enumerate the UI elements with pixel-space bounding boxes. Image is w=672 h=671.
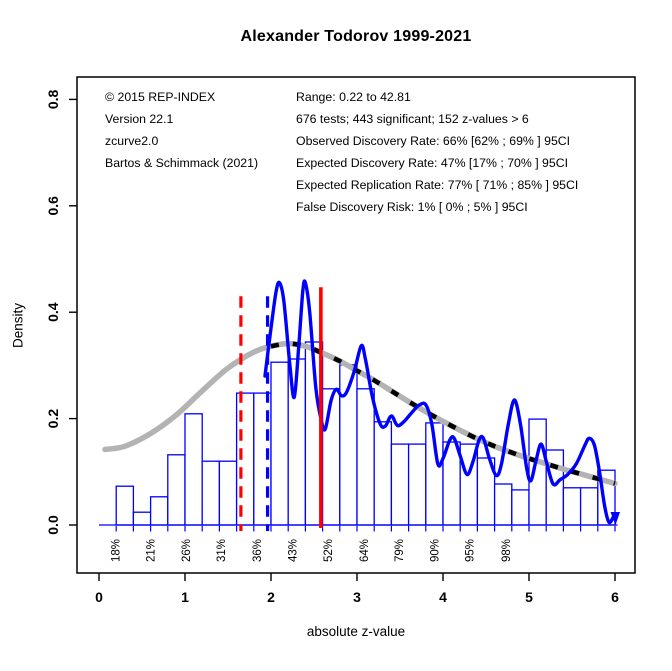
- annotation-block-left: [105, 86, 258, 174]
- power-percentage-label: 95%: [464, 538, 477, 562]
- histogram-bar: [357, 389, 374, 525]
- histogram-bar: [185, 414, 202, 525]
- annotation-left-line: Version 22.1: [105, 112, 174, 126]
- power-percentage-label: 43%: [287, 538, 300, 562]
- histogram-bar: [391, 444, 408, 525]
- page-title: Alexander Todorov 1999-2021: [240, 28, 472, 45]
- x-axis-tick-label: 5: [525, 589, 533, 605]
- x-axis-title: absolute z-value: [306, 624, 406, 639]
- annotation-right-line: Observed Discovery Rate: 66% [62% ; 69% ] 95CI: [296, 134, 571, 148]
- x-axis-tick-label: 4: [439, 589, 447, 605]
- histogram-bar: [237, 393, 254, 525]
- power-percentage-label: 79%: [394, 538, 407, 562]
- histogram-bar: [495, 484, 512, 525]
- power-percentage-label: 90%: [429, 538, 442, 562]
- annotation-left-line: zcurve2.0: [105, 134, 159, 148]
- power-percentage-label: 64%: [358, 538, 371, 562]
- annotation-left-line: Bartos & Schimmack (2021): [105, 156, 259, 170]
- annotation-right-line: 676 tests; 443 significant; 152 z-values > 6: [296, 112, 529, 126]
- annotation-right-line: False Discovery Risk: 1% [ 0% ; 5% ] 95CI: [296, 200, 528, 214]
- annotation-right-line: Expected Replication Rate: 77% [ 71% ; 85% ] 95CI: [296, 178, 579, 192]
- y-axis-tick-label: 0.8: [45, 89, 61, 110]
- annotation-left-line: © 2015 REP-INDEX: [105, 90, 216, 104]
- y-axis-tick-label: 0.4: [45, 302, 61, 322]
- histogram-bar: [323, 389, 340, 525]
- annotation-right-line: Expected Discovery Rate: 47% [17% ; 70% ] 95CI: [296, 156, 569, 170]
- y-axis-tick-label: 0.0: [45, 515, 61, 535]
- x-axis-tick-label: 6: [611, 589, 619, 605]
- x-axis-tick-label: 0: [95, 589, 103, 605]
- power-percentage-label: 98%: [500, 538, 513, 562]
- histogram-bar: [219, 461, 236, 525]
- histogram-bar: [202, 461, 219, 525]
- histogram-bar: [546, 450, 563, 525]
- y-axis-tick-label: 0.2: [45, 408, 61, 429]
- histogram-bar: [529, 419, 546, 525]
- annotation-right-line: Range: 0.22 to 42.81: [296, 90, 411, 104]
- histogram-bar: [409, 444, 426, 525]
- power-percentage-label: 31%: [216, 538, 229, 562]
- y-axis-tick-label: 0.6: [45, 196, 61, 216]
- power-percentage-label: 52%: [322, 538, 335, 562]
- histogram-bar: [512, 490, 529, 525]
- histogram-bar: [271, 362, 288, 525]
- histogram-bar: [133, 512, 150, 525]
- histogram-bar: [581, 488, 598, 525]
- histogram-bar: [563, 488, 580, 525]
- power-percentage-label: 26%: [180, 538, 193, 562]
- x-axis-tick-label: 1: [181, 589, 189, 605]
- histogram-bar: [116, 486, 133, 525]
- annotation-block-right: [296, 86, 578, 218]
- power-percentage-label: 21%: [145, 538, 158, 562]
- x-axis-tick-label: 2: [267, 589, 275, 605]
- x-axis-tick-label: 3: [353, 589, 361, 605]
- power-percentage-label: 36%: [252, 538, 265, 562]
- histogram-bar: [151, 497, 168, 525]
- histogram-bar: [374, 422, 391, 525]
- power-percentage-label: 18%: [110, 538, 123, 562]
- histogram-bar: [168, 455, 185, 525]
- y-axis-title: Density: [10, 303, 26, 349]
